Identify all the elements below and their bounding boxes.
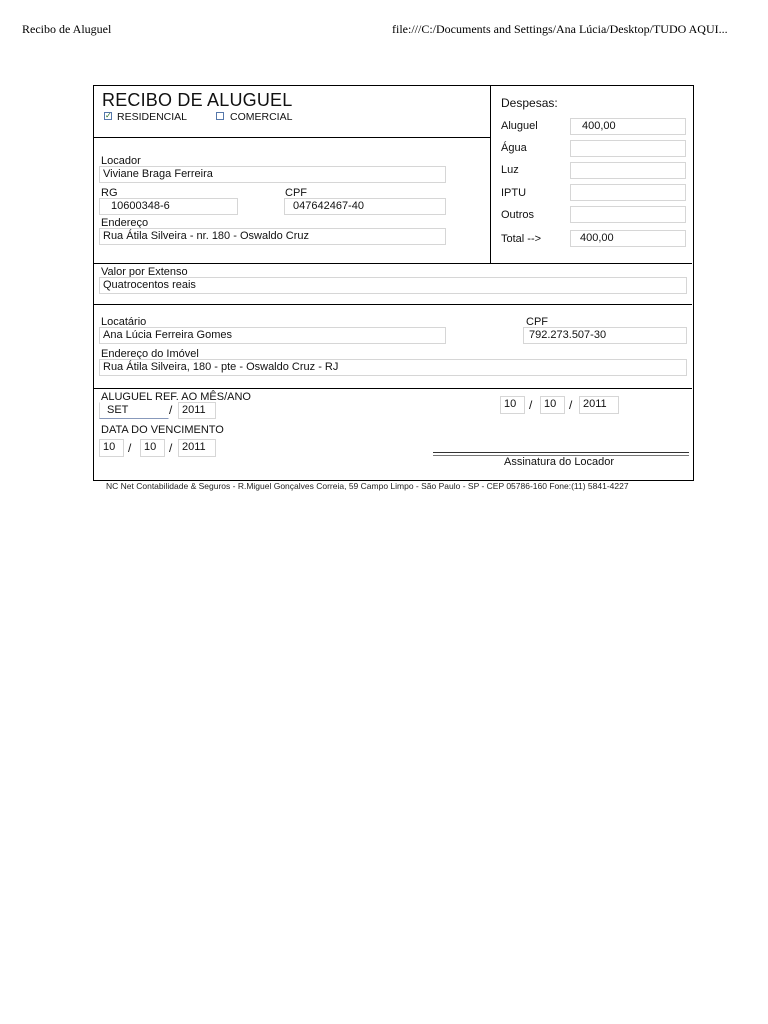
venc-separator-2: /: [169, 441, 173, 455]
imovel-endereco-field[interactable]: Rua Átila Silveira, 180 - pte - Oswaldo Cruz - RJ: [99, 359, 687, 376]
outros-label: Outros: [501, 209, 535, 221]
recibo-dia-field[interactable]: 10: [500, 396, 525, 414]
vencimento-label: DATA DO VENCIMENTO: [101, 424, 224, 436]
recibo-separator-2: /: [569, 398, 573, 412]
residencial-label: RESIDENCIAL: [117, 111, 188, 123]
receipt-title: RECIBO DE ALUGUEL: [102, 90, 293, 110]
outros-field[interactable]: [570, 206, 686, 223]
referencia-label: ALUGUEL REF. AO MÊS/ANO: [101, 391, 251, 403]
comercial-label: COMERCIAL: [230, 111, 293, 123]
locatario-cpf-field[interactable]: 792.273.507-30: [523, 327, 687, 344]
rg-field[interactable]: 10600348-6: [99, 198, 238, 215]
agua-label: Água: [501, 142, 527, 154]
imovel-endereco-label: Endereço do Imóvel: [101, 348, 199, 360]
locatario-field[interactable]: Ana Lúcia Ferreira Gomes: [99, 327, 446, 344]
referencia-ano-field[interactable]: 2011: [178, 402, 216, 419]
iptu-label: IPTU: [501, 187, 527, 199]
vencimento-dia-field[interactable]: 10: [99, 439, 124, 457]
locador-label: Locador: [101, 155, 141, 167]
valor-extenso-field[interactable]: Quatrocentos reais: [99, 277, 687, 294]
referencia-mes-field[interactable]: SET: [99, 402, 169, 419]
residencial-checkbox[interactable]: ✓: [105, 111, 112, 120]
despesas-title: Despesas:: [501, 96, 558, 110]
receipt-form: [93, 85, 694, 481]
page-header-title: Recibo de Aluguel: [22, 22, 112, 36]
ref-separator: /: [169, 403, 173, 417]
agua-field[interactable]: [570, 140, 686, 157]
locatario-cpf-label: CPF: [526, 316, 548, 328]
recibo-ano-field[interactable]: 2011: [579, 396, 619, 414]
rg-label: RG: [101, 187, 118, 199]
vencimento-mes-field[interactable]: 10: [140, 439, 165, 457]
signature-line: [433, 452, 689, 453]
footer-text: NC Net Contabilidade & Seguros - R.Miguel Gonçalves Correia, 59 Campo Limpo - São Paulo - SP - CEP 05786-160 Fone:(11) 5841-4227: [106, 481, 629, 491]
locador-endereco-field[interactable]: Rua Átila Silveira - nr. 180 - Oswaldo Cruz: [99, 228, 446, 245]
vencimento-ano-field[interactable]: 2011: [178, 439, 216, 457]
section-divider-2: [94, 304, 692, 305]
locador-cpf-label: CPF: [285, 187, 307, 199]
locador-field[interactable]: Viviane Braga Ferreira: [99, 166, 446, 183]
title-divider: [94, 137, 490, 138]
section-divider-3: [94, 388, 692, 389]
comercial-checkbox[interactable]: [216, 112, 224, 120]
page-header-url: file:///C:/Documents and Settings/Ana Lúcia/Desktop/TUDO AQUI...: [392, 22, 728, 36]
luz-field[interactable]: [570, 162, 686, 179]
despesas-divider: [490, 86, 491, 264]
aluguel-field[interactable]: 400,00: [570, 118, 686, 135]
venc-separator-1: /: [128, 441, 132, 455]
recibo-separator-1: /: [529, 398, 533, 412]
total-field[interactable]: 400,00: [570, 230, 686, 247]
locador-cpf-field[interactable]: 047642467-40: [284, 198, 446, 215]
locatario-label: Locatário: [101, 316, 147, 328]
recibo-mes-field[interactable]: 10: [540, 396, 565, 414]
total-label: Total -->: [501, 233, 542, 245]
section-divider-1: [94, 263, 692, 264]
valor-extenso-label: Valor por Extenso: [101, 266, 188, 278]
assinatura-label: Assinatura do Locador: [504, 456, 615, 468]
locador-endereco-label: Endereço: [101, 217, 149, 229]
iptu-field[interactable]: [570, 184, 686, 201]
aluguel-label: Aluguel: [501, 120, 538, 132]
luz-label: Luz: [501, 164, 519, 176]
